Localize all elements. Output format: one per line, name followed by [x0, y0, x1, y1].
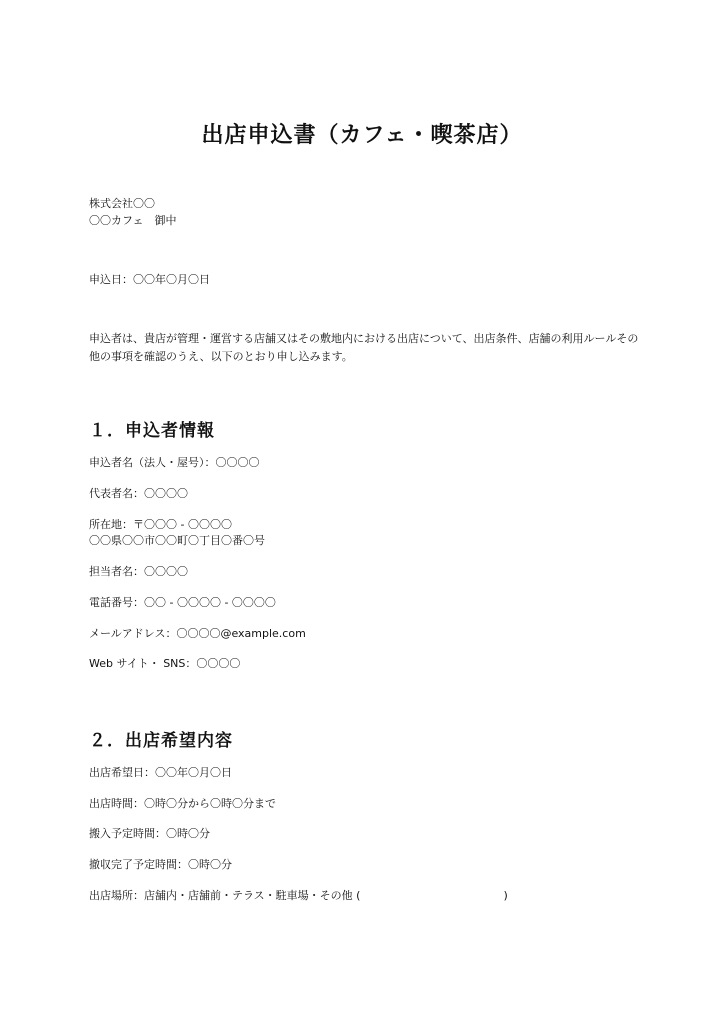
field-email: メールアドレス：〇〇〇〇@example.com	[89, 627, 306, 640]
field-applicant-name: 申込者名（法人・屋号）：〇〇〇〇	[89, 456, 260, 469]
field-store-hours: 出店時間：〇時〇分から〇時〇分まで	[89, 797, 276, 810]
field-website: Web サイト・ SNS：〇〇〇〇	[89, 657, 241, 670]
section2-heading: ２．出店希望内容	[89, 731, 233, 751]
section1-heading: １．申込者情報	[89, 421, 215, 441]
document-title: 出店申込書（カフェ・喫茶店）	[201, 123, 523, 148]
recipient-company: 株式会社〇〇	[89, 197, 155, 210]
field-teardown-time: 撤収完了予定時間：〇時〇分	[89, 858, 232, 871]
recipient-cafe: 〇〇カフェ 御中	[89, 214, 177, 227]
field-phone: 電話番号：〇〇 - 〇〇〇〇 - 〇〇〇〇	[89, 596, 276, 609]
field-loading-time: 搬入予定時間：〇時〇分	[89, 827, 210, 840]
field-representative: 代表者名：〇〇〇〇	[89, 487, 188, 500]
field-address-line: 〇〇県〇〇市〇〇町〇丁目〇番〇号	[89, 534, 265, 547]
field-contact-person: 担当者名：〇〇〇〇	[89, 565, 188, 578]
field-address-postal: 所在地：〒〇〇〇 - 〇〇〇〇	[89, 518, 232, 531]
application-date: 申込日：〇〇年〇月〇日	[89, 273, 210, 286]
field-location: 出店場所：店舗内・店舗前・テラス・駐車場・その他 ( )	[89, 889, 508, 902]
intro-paragraph: 申込者は、貴店が管理・運営する店舗又はその敷地内における出店について、出店条件、店舗の利用ルールその他の事項を確認のうえ、以下のとおり申し込みます。	[89, 332, 639, 363]
field-desired-date: 出店希望日：〇〇年〇月〇日	[89, 766, 232, 779]
